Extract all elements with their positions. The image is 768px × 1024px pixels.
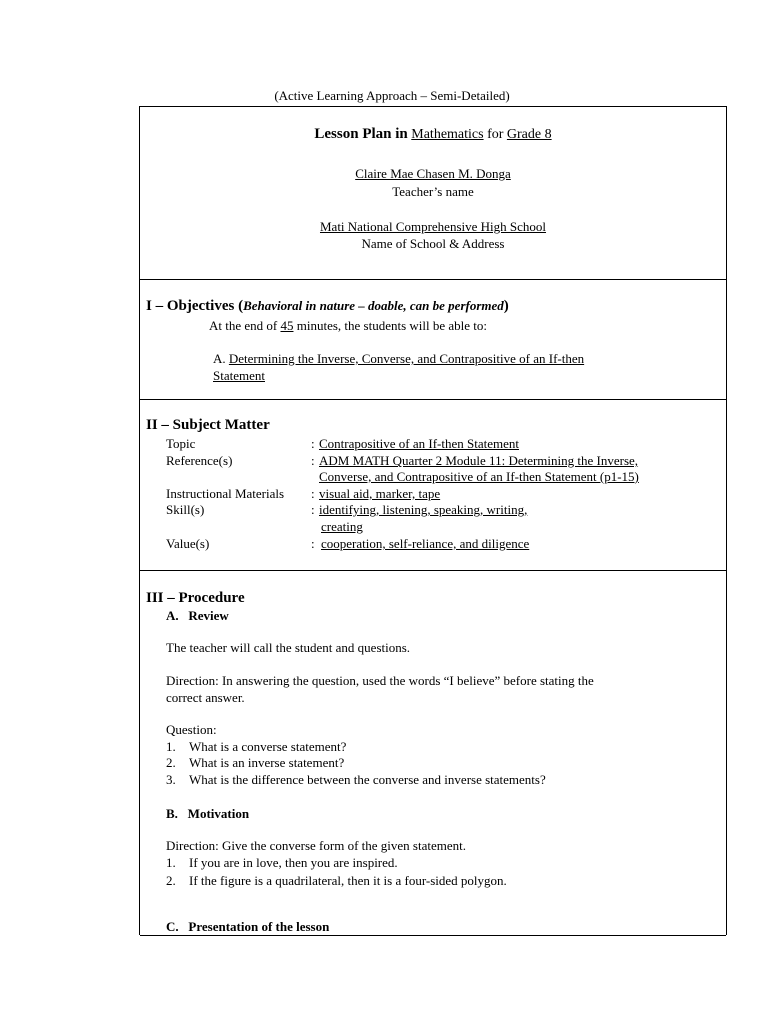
row-colon: : — [311, 436, 315, 451]
row-value-continued: creating — [321, 519, 363, 534]
row-label: Instructional Materials — [166, 486, 285, 501]
row-value: ADM MATH Quarter 2 Module 11: Determining the Inverse, — [319, 453, 639, 468]
for-word: for — [487, 127, 504, 142]
objective-item-a — [213, 351, 584, 367]
motivation-heading: B. Motivation — [166, 806, 250, 821]
procedure-heading: III – Procedure — [146, 590, 245, 606]
grade-value: Grade 8 — [506, 127, 552, 142]
school-label: Name of School & Address — [361, 236, 505, 251]
teacher-name: Claire Mae Chasen M. Donga — [355, 166, 511, 181]
row-label: Topic — [166, 436, 196, 451]
objective-item-line1: Determining the Inverse, Converse, and Contrapositive of an If-then — [228, 351, 585, 366]
review-heading: A. Review — [166, 608, 229, 623]
row-value: visual aid, marker, tape — [319, 486, 441, 501]
title-prefix: Lesson Plan in — [314, 126, 408, 142]
objective-item-line2: Statement — [213, 368, 265, 383]
document-caption: (Active Learning Approach – Semi-Detailed) — [274, 88, 510, 103]
presentation-heading: C. Presentation of the lesson — [166, 919, 330, 934]
objectives-section — [140, 280, 726, 400]
row-value: identifying, listening, speaking, writing, — [319, 502, 528, 517]
subject-matter-heading: II – Subject Matter — [146, 417, 270, 433]
row-colon: : — [311, 453, 315, 468]
question-text: What is an inverse statement? — [189, 755, 345, 770]
subject-value: Mathematics — [411, 127, 484, 142]
row-label: Skill(s) — [166, 502, 205, 517]
procedure-section — [140, 571, 726, 935]
intro-after: minutes, the students will be able to: — [296, 318, 488, 333]
teacher-label: Teacher’s name — [392, 184, 474, 199]
question-text: What is a converse statement? — [189, 739, 347, 754]
row-colon: : — [311, 486, 315, 501]
objectives-heading — [146, 298, 509, 314]
question-text: What is the difference between the converse and inverse statements? — [189, 772, 546, 787]
objectives-heading-text: I – Objectives ( — [146, 298, 244, 314]
objective-item-prefix: A. — [213, 351, 226, 366]
minutes-value: 45 — [280, 318, 294, 333]
row-value: Contrapositive of an If-then Statement — [319, 436, 520, 451]
intro-before: At the end of — [209, 318, 278, 333]
review-text: The teacher will call the student and questions. — [166, 640, 411, 655]
question-number: 2. — [166, 755, 176, 770]
motivation-number: 1. — [166, 855, 176, 870]
row-value: cooperation, self-reliance, and diligence — [321, 536, 530, 551]
objectives-heading-note: Behavioral in nature – doable, can be performed — [243, 298, 504, 313]
row-label: Reference(s) — [166, 453, 233, 468]
question-number: 3. — [166, 772, 176, 787]
motivation-text: If you are in love, then you are inspired. — [189, 855, 398, 870]
header-section — [140, 107, 726, 280]
question-label: Question: — [166, 722, 217, 737]
question-number: 1. — [166, 739, 176, 754]
review-direction-line2: correct answer. — [166, 690, 245, 705]
motivation-text: If the figure is a quadrilateral, then it is a four-sided polygon. — [189, 873, 507, 888]
objectives-heading-close: ) — [503, 298, 509, 314]
motivation-number: 2. — [166, 873, 176, 888]
subject-matter-section — [140, 400, 726, 571]
motivation-direction: Direction: Give the converse form of the given statement. — [166, 838, 466, 853]
row-value-continued: Converse, and Contrapositive of an If-then Statement (p1-15) — [319, 469, 639, 484]
objectives-intro — [209, 318, 487, 334]
review-direction-line1: Direction: In answering the question, used the words “I believe” before stating the — [166, 673, 594, 688]
row-colon: : — [311, 536, 315, 551]
lesson-plan-title — [140, 126, 726, 143]
row-colon: : — [311, 502, 315, 517]
row-label: Value(s) — [166, 536, 210, 551]
lesson-plan-frame — [139, 106, 727, 935]
school-name: Mati National Comprehensive High School — [319, 219, 547, 234]
